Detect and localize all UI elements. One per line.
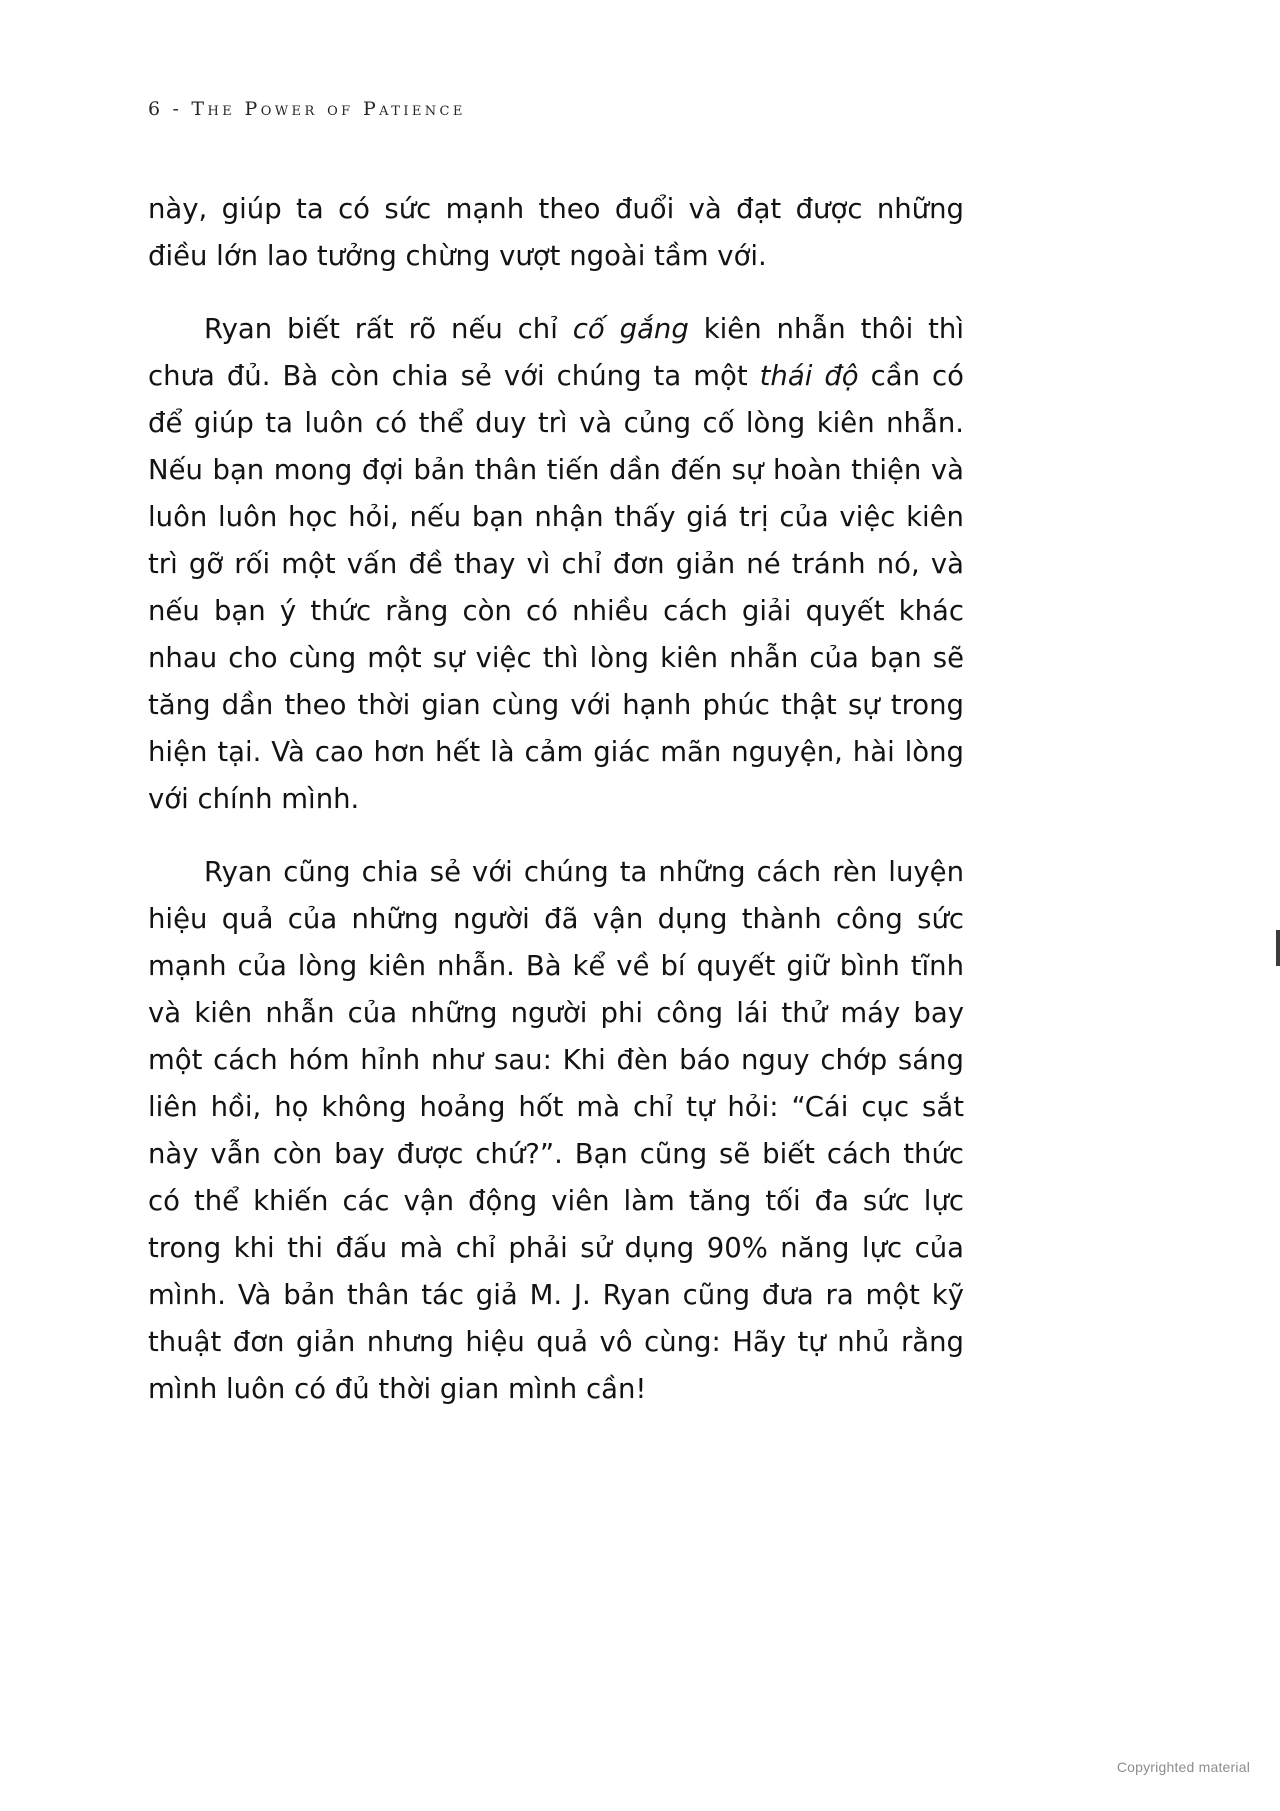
copyright-notice: Copyrighted material (1116, 1759, 1250, 1775)
paragraph-1: này, giúp ta có sức mạnh theo đuổi và đạt được những điều lớn lao tưởng chừng vượt ngoài tầm với. (148, 193, 964, 272)
body-text (148, 186, 964, 1413)
book-title: The Power of Patience (191, 98, 466, 120)
running-header (148, 98, 466, 120)
paragraph-3: Ryan cũng chia sẻ với chúng ta những cách rèn luyện hiệu quả của những người đã vận dụng thành công sức mạnh của lòng kiên nhẫn. Bà kể về bí quyết giữ bình tĩnh và kiên nhẫn của những người phi công lái thử máy bay một cách hóm hỉnh như sau: Khi đèn báo nguy chớp sáng liên hồi, họ không hoảng hốt mà chỉ tự hỏi: “Cái cục sắt này vẫn còn bay được chứ?”. Bạn cũng sẽ biết cách thức có thể khiến các vận động viên làm tăng tối đa sức lực trong khi thi đấu mà chỉ phải sử dụng 90% năng lực của mình. Và bản thân tác giả M. J. Ryan cũng đưa ra một kỹ thuật đơn giản nhưng hiệu quả vô cùng: Hãy tự nhủ rằng mình luôn có đủ thời gian mình cần! (148, 856, 964, 1405)
paragraph-2: Ryan biết rất rõ nếu chỉ cố gắng kiên nhẫn thôi thì chưa đủ. Bà còn chia sẻ với chúng ta một thái độ cần có để giúp ta luôn có thể duy trì và củng cố lòng kiên nhẫn. Nếu bạn mong đợi bản thân tiến dần đến sự hoàn thiện và luôn luôn học hỏi, nếu bạn nhận thấy giá trị của việc kiên trì gỡ rối một vấn đề thay vì chỉ đơn giản né tránh nó, và nếu bạn ý thức rằng còn có nhiều cách giải quyết khác nhau cho cùng một sự việc thì lòng kiên nhẫn của bạn sẽ tăng dần theo thời gian cùng với hạnh phúc thật sự trong hiện tại. Và cao hơn hết là cảm giác mãn nguyện, hài lòng với chính mình. (148, 313, 964, 815)
page-number: 6 (148, 98, 164, 120)
header-separator: - (163, 98, 192, 120)
page-edge-mark (1276, 930, 1280, 966)
